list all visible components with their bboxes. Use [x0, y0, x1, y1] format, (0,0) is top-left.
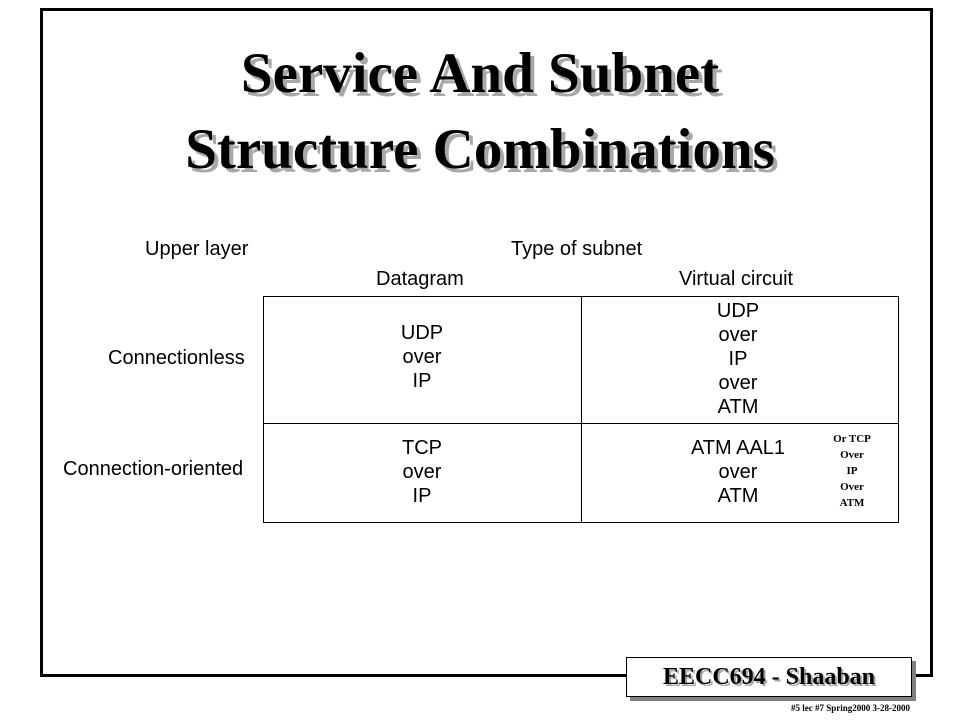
table-column-divider	[581, 297, 582, 522]
slide-title-line-1: Service And Subnet	[240, 42, 720, 105]
note-line: Or TCP	[833, 433, 871, 445]
table-row-divider	[264, 423, 898, 424]
cell-line: IP	[412, 485, 432, 507]
cell-line: UDP	[716, 300, 760, 322]
row-header-title: Upper layer	[145, 238, 249, 260]
cell-line: ATM AAL1	[690, 437, 786, 459]
note-line: IP	[846, 465, 858, 477]
lecture-subtitle: #5 lec #7 Spring2000 3-28-2000	[791, 703, 910, 713]
cell-line: over	[718, 372, 758, 394]
cell-line: over	[402, 461, 442, 483]
cell-connectionless-virtual-circuit	[638, 299, 838, 419]
cell-connection-oriented-virtual-circuit	[638, 436, 838, 508]
column-header-datagram: Datagram	[376, 268, 464, 290]
alternative-note	[812, 431, 892, 511]
column-header-virtual-circuit: Virtual circuit	[679, 268, 794, 290]
cell-connectionless-datagram	[322, 321, 522, 393]
row-label-connectionless: Connectionless	[108, 347, 245, 369]
note-line: Over	[840, 449, 864, 461]
note-line: ATM	[839, 497, 865, 509]
column-group-title: Type of subnet	[511, 238, 643, 260]
cell-connection-oriented-datagram	[322, 436, 522, 508]
cell-line: IP	[728, 348, 748, 370]
cell-line: UDP	[400, 322, 444, 344]
cell-line: over	[402, 346, 442, 368]
cell-line: ATM	[717, 396, 759, 418]
cell-line: IP	[412, 370, 432, 392]
cell-line: over	[718, 324, 758, 346]
cell-line: over	[718, 461, 758, 483]
row-label-connection-oriented: Connection-oriented	[63, 458, 244, 480]
note-line: Over	[840, 481, 864, 493]
course-footer-label: EECC694 - Shaaban	[662, 664, 876, 690]
course-footer-box	[626, 657, 912, 697]
slide-title-line-2: Structure Combinations	[185, 118, 775, 181]
cell-line: TCP	[402, 437, 442, 459]
cell-line: ATM	[717, 485, 759, 507]
